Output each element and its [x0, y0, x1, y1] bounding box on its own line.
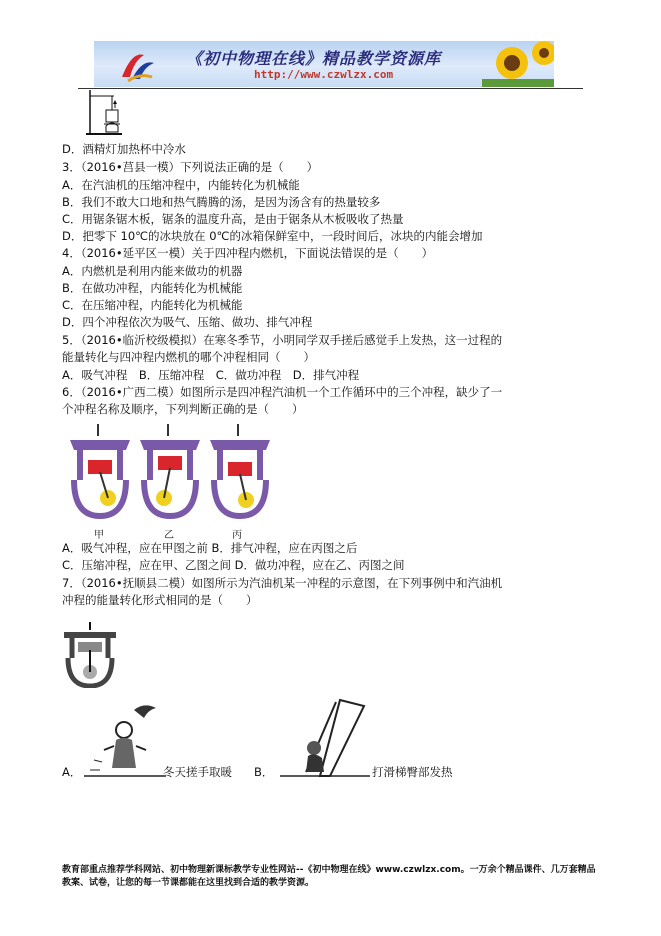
q6-stem-1: 6．（2016•广西二模）如图所示是四冲程汽油机一个工作循环中的三个冲程，缺少了一 — [62, 385, 503, 399]
q6-option-cd: C．压缩冲程，应在甲、乙图之间 D．做功冲程，应在乙、丙图之间 — [62, 558, 405, 572]
sunflower-icon — [482, 41, 554, 87]
q3-option-b: B．我们不敢大口地和热气腾腾的汤，是因为汤含有的热量较多 — [62, 195, 381, 209]
q7-option-b-text: 打滑梯臀部发热 — [372, 765, 453, 779]
q4-option-d: D．四个冲程依次为吸气、压缩、做功、排气冲程 — [62, 315, 313, 329]
q7-stem-2: 冲程的能量转化形式相同的是（ ） — [62, 593, 258, 607]
site-logo-icon — [118, 47, 158, 83]
engine-label-yi: 乙 — [164, 530, 174, 541]
header-title: 《初中物理在线》精品教学资源库 — [186, 49, 442, 68]
q4-option-c: C．在压缩冲程，内能转化为机械能 — [62, 298, 243, 312]
header-url[interactable]: http://www.czwlzx.com — [254, 68, 394, 81]
q5-stem-1: 5．（2016•临沂校级模拟）在寒冬季节，小明同学双手搓后感觉手上发热，这一过程的 — [62, 333, 503, 347]
q4-option-b: B．在做功冲程，内能转化为机械能 — [62, 281, 243, 295]
q4-option-a: A．内燃机是利用内能来做功的机器 — [62, 264, 243, 278]
q7-stem-1: 7．（2016•抚顺县二模）如图所示为汽油机某一冲程的示意图，在下列事例中和汽油机 — [62, 576, 503, 590]
header-divider — [78, 88, 583, 89]
engine-diagram-jia — [66, 422, 134, 522]
engine-label-jia: 甲 — [94, 530, 104, 541]
q5-stem-2: 能量转化与四冲程内燃机的哪个冲程相同（ ） — [62, 350, 315, 364]
q2-option-d: D．酒精灯加热杯中冷水 — [62, 142, 186, 156]
engine-stroke-diagram — [62, 622, 122, 688]
q3-option-d: D．把零下 10℃的冰块放在 0℃的冰箱保鲜室中，一段时间后，冰块的内能会增加 — [62, 229, 483, 243]
engine-diagram-yi — [136, 422, 204, 522]
q3-option-a: A．在汽油机的压缩冲程中，内能转化为机械能 — [62, 178, 300, 192]
q4-stem: 4．（2016•延平区一模）关于四冲程内燃机，下面说法错误的是（ ） — [62, 246, 434, 260]
engine-diagram-bing — [206, 422, 274, 522]
q7-option-a-text: 冬天搓手取暖 — [163, 765, 232, 779]
q7-option-b-prefix: B． — [254, 765, 274, 779]
alcohol-lamp-figure — [86, 90, 122, 138]
rubbing-hands-figure — [84, 700, 166, 780]
q7-option-a-prefix: A． — [62, 765, 82, 779]
q3-option-c: C．用锯条锯木板，锯条的温度升高，是由于锯条从木板吸收了热量 — [62, 212, 404, 226]
engine-label-bing: 丙 — [232, 530, 242, 541]
q6-option-ab: A．吸气冲程，应在甲图之前 B．排气冲程，应在丙图之后 — [62, 541, 358, 555]
page-footer: 教育部重点推荐学科网站、初中物理新课标教学专业性网站--《初中物理在线》www.czwlzx.com。一万余个精品课件、几万套精品教案、试卷，让您的每一节课都能在这里找到合适的教学资源。 — [62, 865, 596, 888]
q3-stem: 3．（2016•莒县一模）下列说法正确的是（ ） — [62, 160, 319, 174]
header-banner — [94, 41, 554, 87]
q5-options: A．吸气冲程 B．压缩冲程 C．做功冲程 D．排气冲程 — [62, 368, 360, 382]
q6-stem-2: 个冲程名称及顺序，下列判断正确的是（ ） — [62, 402, 304, 416]
slide-figure — [280, 698, 370, 780]
